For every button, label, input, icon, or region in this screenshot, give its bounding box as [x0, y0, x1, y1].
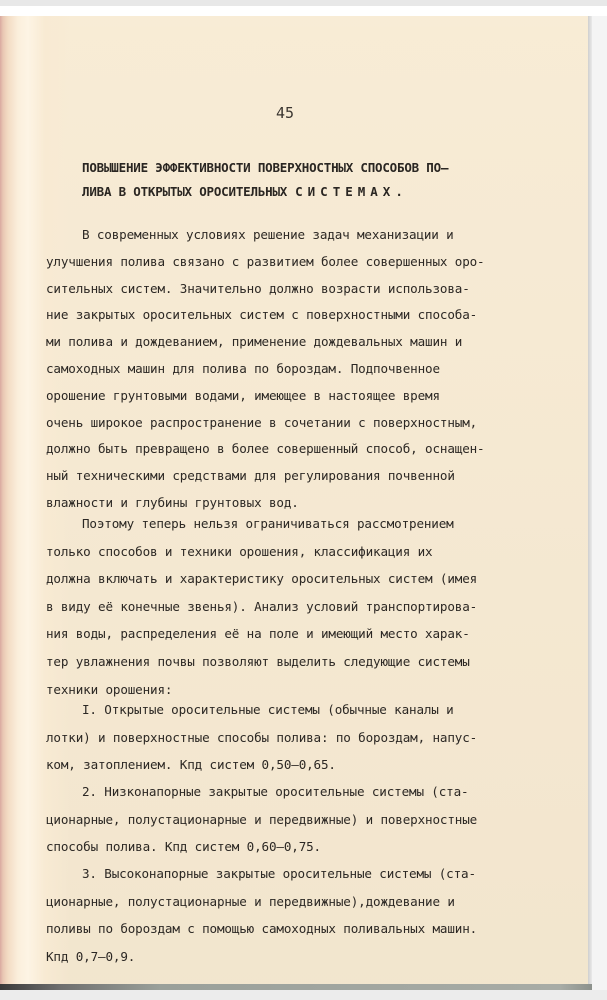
title-line-2-spaced: СИСТЕМАХ. — [295, 184, 408, 199]
text-line: I. Открытые оросительные системы (обычные каналы и — [82, 702, 454, 717]
text-line: 2. Низконапорные закрытые оросительные системы (ста- — [82, 784, 469, 799]
text-line: самоходных машин для полива по бороздам. Подпочвенное — [46, 360, 440, 376]
scan-right-margin — [592, 16, 607, 1000]
text-line: ционарные, полустационарные и передвижные) и поверхностные — [46, 811, 478, 827]
text-line: 3. Высоконапорные закрытые оросительные системы (ста- — [82, 866, 476, 881]
text-line: должно быть превращено в более совершенный способ, оснащен- — [46, 441, 485, 457]
text-line: ние закрытых оросительных систем с поверхностными способа- — [46, 307, 478, 323]
text-line: должна включать и характеристику оросительных систем (имея — [46, 571, 478, 587]
text-line: ния воды, распределения её на поле и имеющий место харак- — [46, 626, 470, 642]
scanned-page — [0, 16, 588, 984]
text-line: влажности и глубины грунтовых вод. — [46, 494, 299, 510]
text-line: только способов и техники орошения, классификация их — [46, 543, 433, 559]
text-line: ком, затоплением. Кпд систем 0,50–0,65. — [46, 757, 336, 773]
list-item-1 — [46, 696, 566, 779]
list-item-2 — [46, 778, 566, 861]
text-line: ционарные, полустационарные и передвижные),дождевание и — [46, 893, 455, 909]
title-line-2 — [82, 180, 522, 204]
text-line: очень широкое распространение в сочетании с поверхностным, — [46, 414, 478, 430]
text-line: улучшения полива связано с развитием более совершенных оро- — [46, 253, 485, 269]
text-line: техники орошения: — [46, 681, 173, 697]
text-line: орошение грунтовыми водами, имеющее в настоящее время — [46, 387, 440, 403]
text-line: ный техническими средствами для регулирования почвенной — [46, 468, 455, 484]
scan-bottom-margin — [0, 990, 607, 1000]
text-line: лотки) и поверхностные способы полива: по бороздам, напус- — [46, 729, 478, 745]
section-title — [82, 156, 522, 204]
list-item-3 — [46, 860, 566, 970]
text-line: ми полива и дождеванием, применение дождевальных машин и — [46, 334, 463, 350]
text-line: сительных систем. Значительно должно возрасти использова- — [46, 280, 470, 296]
text-line: в виду её конечные звенья). Анализ условий транспортирова- — [46, 598, 478, 614]
text-line: способы полива. Кпд систем 0,60–0,75. — [46, 839, 321, 855]
paragraph-intro — [46, 222, 566, 517]
page-number: 45 — [276, 104, 295, 122]
text-line: Кпд 0,7–0,9. — [46, 948, 136, 964]
paragraph-classification — [46, 510, 566, 703]
scan-top-border — [0, 6, 607, 16]
text-line: В современных условиях решение задач механизации и — [82, 227, 454, 242]
text-line: поливы по бороздам с помощью самоходных поливальных машин. — [46, 921, 478, 937]
title-line-1: ПОВЫШЕНИЕ ЭФФЕКТИВНОСТИ ПОВЕРХНОСТНЫХ СПОСОБОВ ПО– — [82, 160, 449, 175]
title-line-2-main: ЛИВА В ОТКРЫТЫХ ОРОСИТЕЛЬНЫХ — [82, 184, 288, 199]
text-line: Поэтому теперь нельзя ограничиваться рассмотрением — [82, 516, 454, 531]
text-line: тер увлажнения почвы позволяют выделить следующие системы — [46, 653, 470, 669]
